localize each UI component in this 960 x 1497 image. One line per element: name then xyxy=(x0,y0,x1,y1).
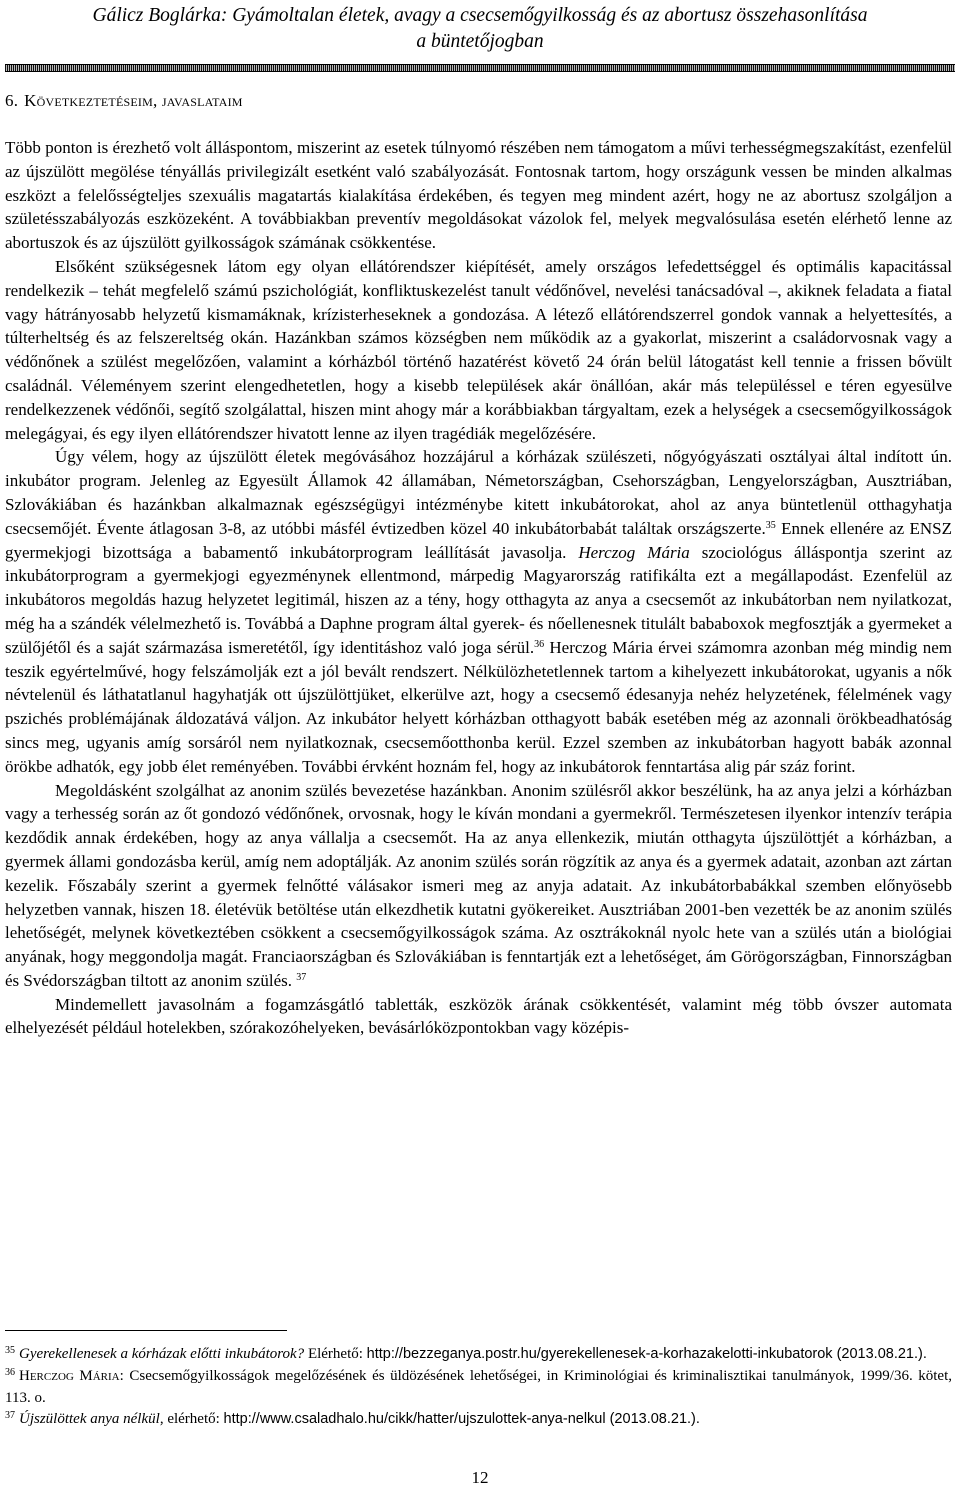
footnote-35 xyxy=(5,1344,952,1366)
header-line-1: Gálicz Boglárka: Gyámoltalan életek, avagy a csecsemőgyilkosság és az abortusz összehasonlítása xyxy=(92,5,868,26)
footnote-separator xyxy=(5,1330,287,1331)
paragraph-1: Több ponton is érezhető volt álláspontom, miszerint az esetek túlnyomó részében nem támogatom a művi terhességmegszakítást, ezenfelül az újszülött megölése tényállás privilegizált esetként való szabályozását. Fontosnak tartom, hogy országunk vessen be minden alkalmas eszközt a felelősségteljes szexuális magatartás kialakítása érdekében, és tegyen meg mindent azért, hogy ne az abortusz szolgáljon a születésszabályozás eszközeként. A továbbiakban preventív megoldásokat vázolok fel, melyek megvalósulása esetén elérhető lenne az abortuszok és az újszülött gyilkosságok számának csökkentése. xyxy=(5,138,952,253)
header-line-2: a büntetőjogban xyxy=(416,31,544,52)
paragraph-4-text: Megoldásként szolgálhat az anonim szülés bevezetése hazánkban. Anonim szülésről akkor beszélünk, ha az anya jelzi a kórházban vagy a terhesség során az őt gondozó védőnőnek, orvosnak, hogy le kíván mondani a gyermekről. Természetesen ilyenkor intenzív terápia kezdődik annak érdekében, hogy az anya vállalja a csecsemőt. Ha az anya ellenkezik, miután otthagyta újszülöttjét a kórházban, a gyermek állami gondozásba kerül, amíg nem adoptálják. Az anonim szülés során rögzítik az anya és a gyermek adatait, azonban azt zártan kezelik. Főszabály szerint a gyermek felnőtté válásakor ismeri meg az anyja adatait. Az inkubátorbabákkal szemben előnyösebb helyzetben vannak, hiszen 18. életévük betöltése után elkezdhetik kutatni gyökereiket. Ausztriában 2001-ben vezették be az anonim szülés lehetőségét, melynek következtében csökkent a csecsemőgyilkosságok száma. Az osztrákoknál nyolc hete van a szülés után a biológiai anyának, hogy meggondolja magát. Franciaországban és Szlovákiában is fenntartják ezt a lehetőséget, ám Görögországban, Finnországban és Svédországban tiltott az anonim szülés. xyxy=(5,780,952,990)
header-rule xyxy=(5,64,955,72)
footnote-ref-37[interactable]: 37 xyxy=(296,971,307,983)
footnote-link[interactable]: http://www.csaladhalo.hu/cikk/hatter/ujszulottek-anya-nelkul xyxy=(223,1411,606,1428)
section-heading xyxy=(5,80,952,136)
paragraph-4 xyxy=(5,779,952,993)
footnote-title: Újszülöttek anya nélkül xyxy=(19,1411,160,1428)
footnote-36 xyxy=(5,1366,952,1410)
footnote-text: Elérhető: xyxy=(304,1346,367,1362)
author-name-italic: Herczog Mária xyxy=(578,542,690,562)
footnote-date: (2013.08.21.). xyxy=(832,1346,927,1362)
section-number: 6. xyxy=(5,91,19,110)
footnote-text: , elérhető: xyxy=(159,1411,224,1428)
paragraph-5: Mindemellett javasolnám a fogamzásgátló tabletták, eszközök árának csökkentését, valamint még több óvszer automata elhelyezését például hotelekben, szórakozóhelyeken, bevásárlóközpontokban vagy középis- xyxy=(5,994,952,1038)
footnote-number: 37 xyxy=(5,1410,15,1422)
footnote-ref-35[interactable]: 35 xyxy=(765,519,776,531)
page-number: 12 xyxy=(471,1468,489,1487)
paragraph-3-part-b: Ennek ellenére az ENSZ gyermekjogi bizottsága a babamentő inkubátorprogram leállítását javasolja. xyxy=(5,518,953,562)
main-content xyxy=(5,80,952,1040)
paragraph-3-part-d: Herczog Mária érvei számomra azonban még mindig nem teszik egyértelművé, hogy felszámolják ezt a jól bevált rendszert. Nélkülözhetetlennek tartom a kihelyezett inkubátorokat, ugyanis a nők névtelenül és láthatatlanul hagyhatják ott újszülöttjüket, elkerülve azt, hogy a csecsemő édesanyja nehéz helyzetének, félelmének vagy pszichés problémájának áldozatává váljon. Az inkubátor helyett kórházban otthagyott babák esetében még az azonnali örökbeadhatóság sincs meg, ugyanis amíg sorsáról nem nyilatkoznak, csecsemőotthonba kerül. Ezzel szemben az inkubátorban hagyott babák azonnal örökbe adhatók, egy jobb élet reményében. További érvként hoznám fel, hogy az inkubátorok fenntartása alig pár száz forint. xyxy=(5,637,953,776)
section-title: Következtetéseim, javaslataim xyxy=(24,91,243,110)
footnote-number: 35 xyxy=(5,1345,15,1356)
footnote-ref-36[interactable]: 36 xyxy=(534,638,545,650)
paragraph-3-part-c: szociológus álláspontja szerint az inkubátorprogram a gyermekjogi egyezménynek ellentmond, márpedig Magyarország ratifikálta ezt a megállapodást. Ezenfelül az inkubátoros megoldás hazug helyzetet legitimál, hiszen az a tény, hogy otthagyta az anya a csecsemőt az inkubátorban nem nyilatkozat, még ha a szándék vélelmezhető is. Továbbá a Daphne program által gyerek- és nőellenesnek titulált bababoxok megfosztják a gyermeket a szülőjétől és a saját származása ismeretétől, így identitáshoz való joga sérül. xyxy=(5,542,953,657)
footnote-date: (2013.08.21.). xyxy=(605,1411,700,1428)
paragraph-3-part-a: Úgy vélem, hogy az újszülött életek megóvásához hozzájárul a kórházak szülészeti, nőgyógyászati osztályai által indított ún. inkubátor program. Jelenleg az Egyesült Államok 42 államában, Németországban, Csehországban, Lengyelországban, Ausztriában, Szlovákiában és hazánkban alkalmaznak egészségügyi intézménybe kitett inkubátorokat, ahol az anya büntetlenül otthagyhatja csecsemőjét. Évente átlagosan 3-8, az utóbbi másfél évtizedben közel 40 inkubátorbabát találtak országszerte. xyxy=(5,447,952,538)
footnote-number: 36 xyxy=(5,1366,15,1378)
paragraph-3 xyxy=(5,445,952,778)
footnote-author: Herczog Mária xyxy=(19,1367,120,1384)
paragraph-2: Elsőként szükségesnek látom egy olyan ellátórendszer kiépítését, amely országos lefedettséggel és optimális kapacitással rendelkezik – tehát megfelelő számú pszichológiát, konfliktuskezelést tanult védőnővel, nevelési tanácsadóval –, akiknek feladata a fiatal vagy hátrányosabb helyzetű kismamáknak, krízisterheseknek a gondozása. A létező ellátórendszerrel gondok vannak a helyettesítés, a túlterheltség és az felszereltség okán. Hazánkban számos községben nem működik az a gyakorlat, miszerint a családorvosnak vagy a védőnőnek a szülést megelőzően, valamint a kórházból történő hazatérést követő 24 órán belül látogatást kell tennie a frissen bővült családnál. Véleményem szerint elengedhetetlen, hogy a kisebb települések akár önállóan, akár más településsel e téren egyesülve rendelkezzenek védőnői, segítő szolgálattal, hiszen mint ahogy már a korábbiakban tárgyaltam, ezek a helységek a csecsemőgyilkosságok melegágyai, és egy ilyen ellátórendszer hivatott lenne az ilyen tragédiák megelőzésére. xyxy=(5,256,952,443)
footnote-37 xyxy=(5,1409,952,1431)
footnote-text: : Csecsemőgyilkosságok megelőzésének és üldözésének lehetőségei, in Kriminológiai és kriminalisztikai tanulmányok, 1999/36. kötet, 113. o. xyxy=(5,1367,952,1406)
footnotes xyxy=(5,1344,952,1431)
footnote-title: Gyerekellenesek a kórházak előtti inkubátorok? xyxy=(19,1346,305,1362)
footnote-link[interactable]: http://bezzeganya.postr.hu/gyerekellenesek-a-korhazakelotti-inkubatorok xyxy=(366,1346,833,1362)
